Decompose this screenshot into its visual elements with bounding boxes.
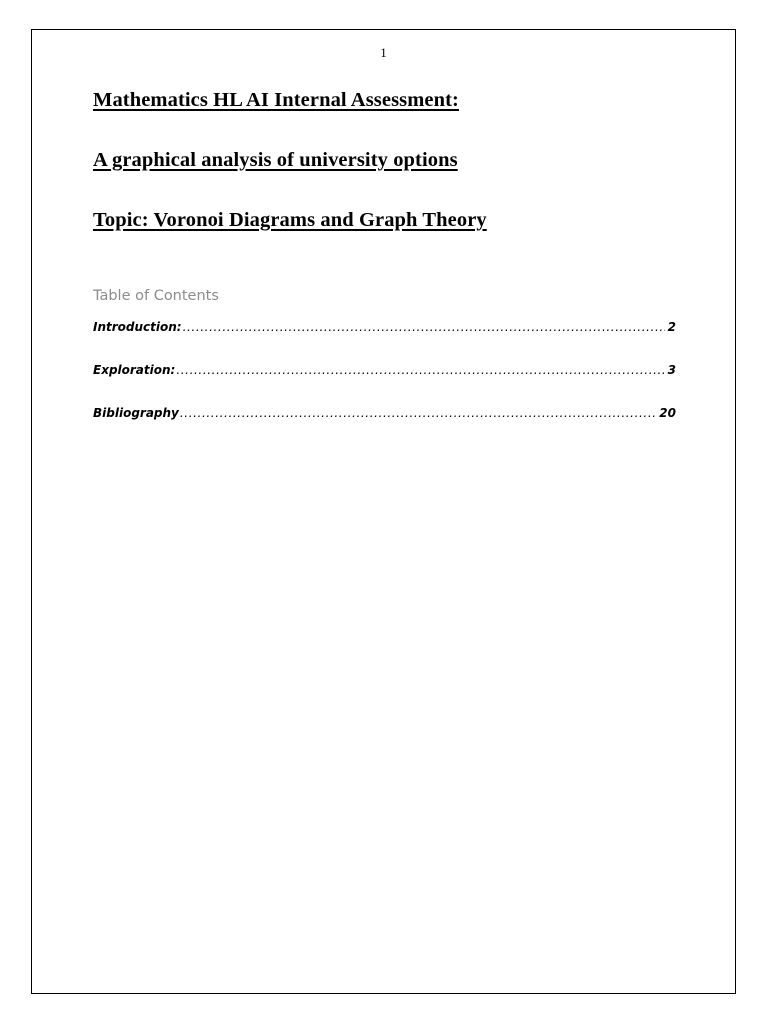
document-subtitle: A graphical analysis of university options <box>93 149 458 171</box>
document-topic: Topic: Voronoi Diagrams and Graph Theory <box>93 209 487 231</box>
toc-leader-dots <box>176 363 664 377</box>
toc-leader-dots <box>180 406 656 420</box>
toc-entry-label: Exploration: <box>93 363 176 377</box>
toc-entry-label: Bibliography <box>93 406 179 420</box>
page-number: 1 <box>380 45 387 60</box>
toc-heading: Table of Contents <box>93 288 219 304</box>
toc-entry-label: Introduction: <box>93 320 182 334</box>
document-page <box>31 29 736 994</box>
toc-leader-dots <box>183 320 665 334</box>
toc-entry-exploration[interactable] <box>93 363 676 379</box>
toc-entry-page: 3 <box>667 363 676 377</box>
toc-entry-page: 2 <box>667 320 676 334</box>
toc-entry-bibliography[interactable] <box>93 406 676 422</box>
toc-entry-page: 20 <box>659 406 676 420</box>
toc-entry-introduction[interactable] <box>93 320 676 336</box>
document-title: Mathematics HL AI Internal Assessment: <box>93 89 459 111</box>
